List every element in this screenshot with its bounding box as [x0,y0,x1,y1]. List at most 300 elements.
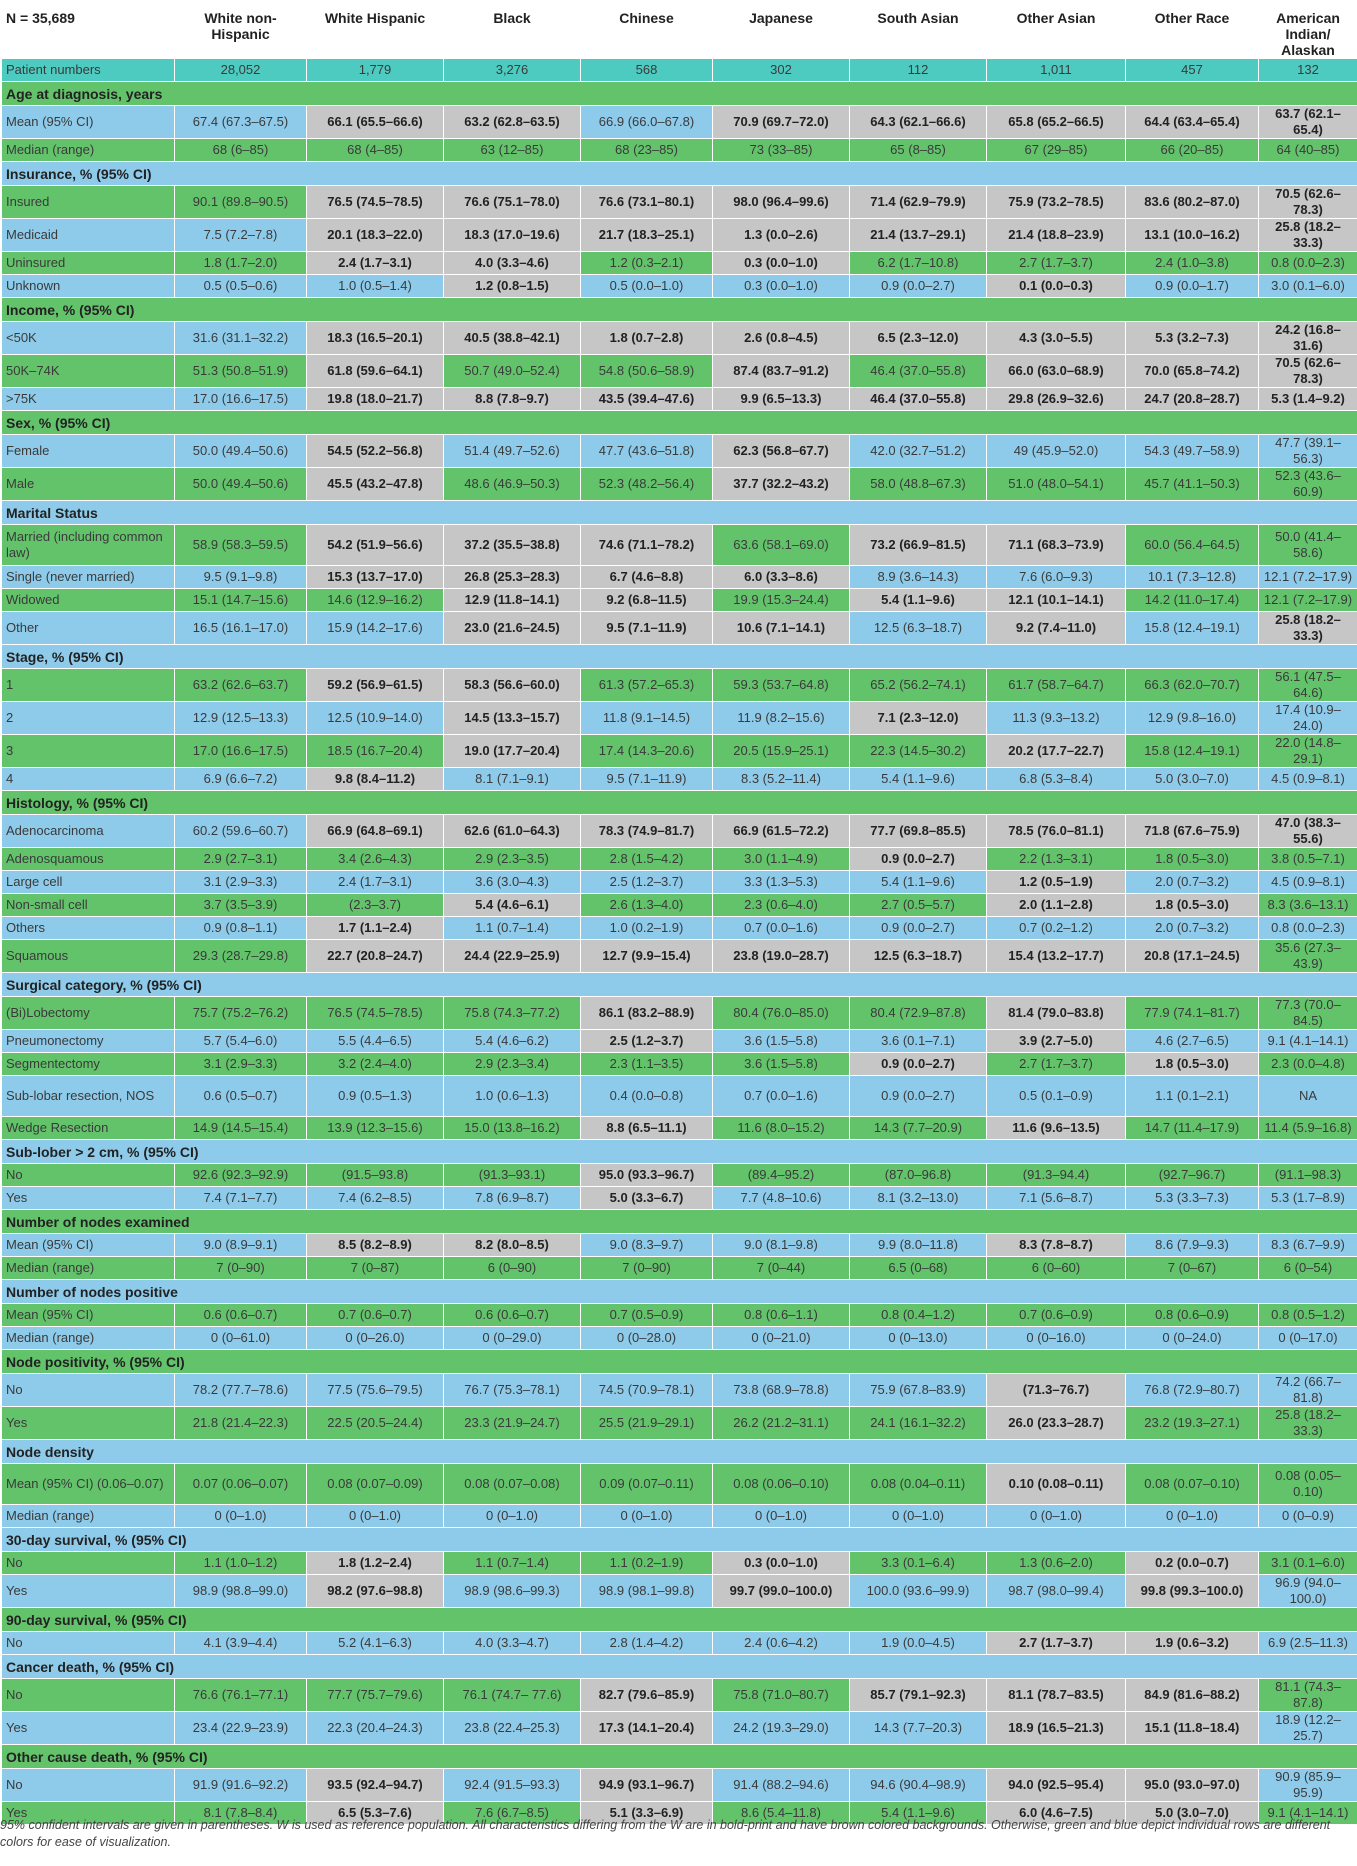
table-cell: 81.1 (78.7–83.5) [987,1679,1126,1712]
table-cell: 90.1 (89.8–90.5) [175,186,307,219]
table-cell: 1.1 (0.7–1.4) [444,1552,581,1575]
table-cell: 5.0 (3.3–6.7) [581,1187,713,1210]
table-cell: 8.6 (5.4–11.8) [713,1802,850,1825]
row-label: No [2,1769,175,1802]
table-row [2,186,1357,219]
table-cell: 2.8 (1.5–4.2) [581,848,713,871]
table-cell: 98.9 (98.8–99.0) [175,1575,307,1608]
table-cell: 66.9 (64.8–69.1) [307,815,444,848]
table-cell: 0.9 (0.0–1.7) [1126,275,1259,298]
section-header-row [2,1280,1357,1304]
table-cell: 0.8 (0.6–1.1) [713,1304,850,1327]
table-cell: 16.5 (16.1–17.0) [175,612,307,645]
table-cell: 7 (0–44) [713,1257,850,1280]
table-cell: 5.4 (4.6–6.1) [444,894,581,917]
table-cell: 0 (0–1.0) [987,1505,1126,1528]
row-label: Mean (95% CI) [2,1234,175,1257]
table-cell: 2.8 (1.4–4.2) [581,1632,713,1655]
table-cell: 6.8 (5.3–8.4) [987,768,1126,791]
table-row [2,1076,1357,1117]
table-cell: 82.7 (79.6–85.9) [581,1679,713,1712]
table-cell: 76.8 (72.9–80.7) [1126,1374,1259,1407]
table-cell: 3.7 (3.5–3.9) [175,894,307,917]
table-cell: 0.9 (0.8–1.1) [175,917,307,940]
table-cell: 66.3 (62.0–70.7) [1126,669,1259,702]
table-cell: 8.8 (7.8–9.7) [444,388,581,411]
table-cell: 6.5 (2.3–12.0) [850,322,987,355]
table-cell: 1.1 (0.1–2.1) [1126,1076,1259,1117]
table-cell: 2.9 (2.7–3.1) [175,848,307,871]
table-cell: 40.5 (38.8–42.1) [444,322,581,355]
table-cell: 66.9 (66.0–67.8) [581,106,713,139]
table-cell: 52.3 (43.6–60.9) [1259,468,1357,501]
table-cell: 14.3 (7.7–20.3) [850,1712,987,1745]
table-cell: 73 (33–85) [713,139,850,162]
table-cell: 95.0 (93.0–97.0) [1126,1769,1259,1802]
section-header-row [2,1350,1357,1374]
table-row [2,1030,1357,1053]
table-cell: 8.3 (5.2–11.4) [713,768,850,791]
table-cell: 4.5 (0.9–8.1) [1259,768,1357,791]
table-cell: 24.7 (20.8–28.7) [1126,388,1259,411]
table-cell: 91.9 (91.6–92.2) [175,1769,307,1802]
table-cell: 0.7 (0.2–1.2) [987,917,1126,940]
table-cell: 0.6 (0.6–0.7) [175,1304,307,1327]
table-cell: 3.3 (0.1–6.4) [850,1552,987,1575]
table-cell: 0.5 (0.5–0.6) [175,275,307,298]
table-cell: 9.9 (6.5–13.3) [713,388,850,411]
table-cell: 0.07 (0.06–0.07) [175,1464,307,1505]
table-cell: 11.4 (5.9–16.8) [1259,1117,1357,1140]
table-cell: 6.9 (6.6–7.2) [175,768,307,791]
table-cell: 3.3 (1.3–5.3) [713,871,850,894]
row-label: No [2,1679,175,1712]
table-cell: 29.8 (26.9–32.6) [987,388,1126,411]
table-row [2,1769,1357,1802]
table-cell: 21.8 (21.4–22.3) [175,1407,307,1440]
row-label: Mean (95% CI) [2,1304,175,1327]
table-cell: 87.4 (83.7–91.2) [713,355,850,388]
table-cell: 63.2 (62.6–63.7) [175,669,307,702]
table-row [2,1575,1357,1608]
table-row [2,275,1357,298]
section-title: Income, % (95% CI) [2,298,1357,322]
section-header-row [2,791,1357,815]
table-cell: 12.5 (10.9–14.0) [307,702,444,735]
table-cell: 78.5 (76.0–81.1) [987,815,1126,848]
table-cell: 0 (0–1.0) [1126,1505,1259,1528]
table-row [2,1164,1357,1187]
section-title: Stage, % (95% CI) [2,645,1357,669]
table-cell: 6.5 (0–68) [850,1257,987,1280]
table-cell: 59.2 (56.9–61.5) [307,669,444,702]
table-cell: 23.0 (21.6–24.5) [444,612,581,645]
row-label: Single (never married) [2,566,175,589]
table-cell: 12.9 (9.8–16.0) [1126,702,1259,735]
table-cell: 74.6 (71.1–78.2) [581,525,713,566]
table-cell: 0.6 (0.5–0.7) [175,1076,307,1117]
table-cell: 7.8 (6.9–8.7) [444,1187,581,1210]
table-cell: (89.4–95.2) [713,1164,850,1187]
table-cell: 1.1 (0.2–1.9) [581,1552,713,1575]
row-label: Adenocarcinoma [2,815,175,848]
table-cell: 94.9 (93.1–96.7) [581,1769,713,1802]
table-cell: (91.3–94.4) [987,1164,1126,1187]
table-cell: 54.5 (52.2–56.8) [307,435,444,468]
column-header: White Hispanic [307,1,444,59]
table-cell: 59.3 (53.7–64.8) [713,669,850,702]
table-cell: 12.1 (7.2–17.9) [1259,566,1357,589]
table-cell: 17.4 (10.9–24.0) [1259,702,1357,735]
table-row [2,1552,1357,1575]
table-cell: 7 (0–87) [307,1257,444,1280]
table-cell: 10.1 (7.3–12.8) [1126,566,1259,589]
row-label: >75K [2,388,175,411]
table-cell: 24.2 (19.3–29.0) [713,1712,850,1745]
table-cell: 0 (0–1.0) [175,1505,307,1528]
table-cell: 7.5 (7.2–7.8) [175,219,307,252]
table-cell: 9.2 (6.8–11.5) [581,589,713,612]
table-cell: 46.4 (37.0–55.8) [850,355,987,388]
table-cell: 12.9 (12.5–13.3) [175,702,307,735]
table-cell: 0 (0–16.0) [987,1327,1126,1350]
row-label: Median (range) [2,1257,175,1280]
table-cell: 0 (0–26.0) [307,1327,444,1350]
table-cell: 8.1 (3.2–13.0) [850,1187,987,1210]
table-cell: 6.7 (4.6–8.8) [581,566,713,589]
table-cell: 65.2 (56.2–74.1) [850,669,987,702]
table-cell: 17.3 (14.1–20.4) [581,1712,713,1745]
table-cell: 1.1 (1.0–1.2) [175,1552,307,1575]
table-cell: 51.3 (50.8–51.9) [175,355,307,388]
table-cell: 43.5 (39.4–47.6) [581,388,713,411]
table-cell: 3.8 (0.5–7.1) [1259,848,1357,871]
table-cell: 23.8 (19.0–28.7) [713,940,850,973]
table-cell: 99.8 (99.3–100.0) [1126,1575,1259,1608]
table-cell: 9.5 (9.1–9.8) [175,566,307,589]
table-row [2,1712,1357,1745]
table-cell: 4.5 (0.9–8.1) [1259,871,1357,894]
table-cell: 62.3 (56.8–67.7) [713,435,850,468]
table-cell: 29.3 (28.7–29.8) [175,940,307,973]
table-cell: 2.7 (1.7–3.7) [987,1053,1126,1076]
table-cell: 0.08 (0.06–0.10) [713,1464,850,1505]
table-cell: 13.9 (12.3–15.6) [307,1117,444,1140]
table-cell: 76.6 (76.1–77.1) [175,1679,307,1712]
table-cell: 0 (0–1.0) [850,1505,987,1528]
table-cell: 75.7 (75.2–76.2) [175,997,307,1030]
table-cell: 54.2 (51.9–56.6) [307,525,444,566]
table-cell: 66.0 (63.0–68.9) [987,355,1126,388]
table-cell: 4.6 (2.7–6.5) [1126,1030,1259,1053]
table-cell: 18.5 (16.7–20.4) [307,735,444,768]
table-cell: 1.8 (0.5–3.0) [1126,1053,1259,1076]
table-cell: 7.1 (2.3–12.0) [850,702,987,735]
table-row [2,1505,1357,1528]
table-cell: 3.6 (1.5–5.8) [713,1053,850,1076]
table-cell: 3.1 (2.9–3.3) [175,1053,307,1076]
row-label: Mean (95% CI) (0.06–0.07) [2,1464,175,1505]
table-row [2,525,1357,566]
table-cell: 50.0 (49.4–50.6) [175,468,307,501]
table-cell: 0 (0–1.0) [713,1505,850,1528]
table-cell: 22.0 (14.8–29.1) [1259,735,1357,768]
table-cell: 92.6 (92.3–92.9) [175,1164,307,1187]
table-cell: 70.9 (69.7–72.0) [713,106,850,139]
table-cell: 0.8 (0.6–0.9) [1126,1304,1259,1327]
table-cell: 8.3 (3.6–13.1) [1259,894,1357,917]
table-cell: 0 (0–28.0) [581,1327,713,1350]
table-cell: 95.0 (93.3–96.7) [581,1164,713,1187]
table-cell: 71.8 (67.6–75.9) [1126,815,1259,848]
table-cell: 24.4 (22.9–25.9) [444,940,581,973]
table-cell: 2.0 (1.1–2.8) [987,894,1126,917]
table-cell: 1.2 (0.8–1.5) [444,275,581,298]
table-cell: 7.1 (5.6–8.7) [987,1187,1126,1210]
table-cell: 2.4 (1.7–3.1) [307,252,444,275]
table-cell: 14.9 (14.5–15.4) [175,1117,307,1140]
table-cell: 5.4 (1.1–9.6) [850,768,987,791]
table-cell: 2.0 (0.7–3.2) [1126,871,1259,894]
table-cell: 1,779 [307,59,444,82]
table-cell: 37.2 (35.5–38.8) [444,525,581,566]
table-cell: 76.6 (73.1–80.1) [581,186,713,219]
table-cell: 50.0 (41.4–58.6) [1259,525,1357,566]
table-cell: 6 (0–60) [987,1257,1126,1280]
table-row [2,669,1357,702]
table-cell: 7 (0–67) [1126,1257,1259,1280]
table-row [2,219,1357,252]
table-cell: 3.4 (2.6–4.3) [307,848,444,871]
table-row [2,566,1357,589]
section-title: Number of nodes examined [2,1210,1357,1234]
table-row [2,1257,1357,1280]
table-row [2,1234,1357,1257]
table-cell: 76.5 (74.5–78.5) [307,186,444,219]
table-cell: 15.0 (13.8–16.2) [444,1117,581,1140]
table-cell: 14.3 (7.7–20.9) [850,1117,987,1140]
table-cell: 76.1 (74.7– 77.6) [444,1679,581,1712]
table-cell: 19.0 (17.7–20.4) [444,735,581,768]
table-cell: 78.2 (77.7–78.6) [175,1374,307,1407]
table-row [2,997,1357,1030]
table-cell: 47.0 (38.3–55.6) [1259,815,1357,848]
table-row [2,1117,1357,1140]
table-cell: 1.0 (0.6–1.3) [444,1076,581,1117]
table-cell: 3.1 (2.9–3.3) [175,871,307,894]
table-row [2,106,1357,139]
table-cell: 2.6 (0.8–4.5) [713,322,850,355]
table-cell: 8.6 (7.9–9.3) [1126,1234,1259,1257]
section-title: Sex, % (95% CI) [2,411,1357,435]
table-cell: 74.5 (70.9–78.1) [581,1374,713,1407]
table-cell: 5.7 (5.4–6.0) [175,1030,307,1053]
table-cell: 0 (0–61.0) [175,1327,307,1350]
table-cell: 0 (0–24.0) [1126,1327,1259,1350]
table-cell: 9.1 (4.1–14.1) [1259,1030,1357,1053]
table-cell: 5.1 (3.3–6.9) [581,1802,713,1825]
row-label: 2 [2,702,175,735]
table-row [2,894,1357,917]
table-row [2,252,1357,275]
table-cell: 8.2 (8.0–8.5) [444,1234,581,1257]
row-label: Widowed [2,589,175,612]
table-cell: 77.7 (75.7–79.6) [307,1679,444,1712]
table-cell: 93.5 (92.4–94.7) [307,1769,444,1802]
table-cell: 0.9 (0.0–2.7) [850,1076,987,1117]
section-title: 90-day survival, % (95% CI) [2,1608,1357,1632]
table-cell: 0.3 (0.0–1.0) [713,275,850,298]
row-label: Yes [2,1407,175,1440]
table-cell: 26.0 (23.3–28.7) [987,1407,1126,1440]
table-cell: 68 (23–85) [581,139,713,162]
table-cell: 64.4 (63.4–65.4) [1126,106,1259,139]
row-label: No [2,1552,175,1575]
table-cell: (91.1–98.3) [1259,1164,1357,1187]
table-cell: 3.6 (3.0–4.3) [444,871,581,894]
table-cell: 98.0 (96.4–99.6) [713,186,850,219]
section-title: Node density [2,1440,1357,1464]
section-title: 30-day survival, % (95% CI) [2,1528,1357,1552]
row-label: Yes [2,1712,175,1745]
table-cell: 75.9 (73.2–78.5) [987,186,1126,219]
n-label: N = 35,689 [2,1,175,59]
row-label: Sub-lobar resection, NOS [2,1076,175,1117]
table-cell: 77.7 (69.8–85.5) [850,815,987,848]
table-cell: 9.2 (7.4–11.0) [987,612,1126,645]
table-cell: 6.0 (4.6–7.5) [987,1802,1126,1825]
table-cell: 0.08 (0.07–0.08) [444,1464,581,1505]
table-cell: 21.7 (18.3–25.1) [581,219,713,252]
table-cell: 0 (0–17.0) [1259,1327,1357,1350]
table-cell: 7.7 (4.8–10.6) [713,1187,850,1210]
table-cell: 15.4 (13.2–17.7) [987,940,1126,973]
row-label: Median (range) [2,139,175,162]
table-cell: 80.4 (72.9–87.8) [850,997,987,1030]
row-label: Yes [2,1187,175,1210]
table-cell: 5.3 (1.4–9.2) [1259,388,1357,411]
row-label: Pneumonectomy [2,1030,175,1053]
table-cell: 23.8 (22.4–25.3) [444,1712,581,1745]
table-cell: 12.7 (9.9–15.4) [581,940,713,973]
section-title: Marital Status [2,501,1357,525]
table-cell: 61.3 (57.2–65.3) [581,669,713,702]
table-row [2,1679,1357,1712]
table-cell: 17.0 (16.6–17.5) [175,735,307,768]
table-cell: 2.4 (1.7–3.1) [307,871,444,894]
table-cell: 1.2 (0.3–2.1) [581,252,713,275]
table-footnote: 95% confident intervals are given in parentheses. W is used as reference population. All characteristics differing from the W are in bold-print and have brown colored backgrounds. Otherwise, green and blue depict individual rows are different colors for ease of visualization. [0,1818,1331,1849]
table-cell: 9.0 (8.3–9.7) [581,1234,713,1257]
table-cell: 7.6 (6.7–8.5) [444,1802,581,1825]
table-cell: 75.9 (67.8–83.9) [850,1374,987,1407]
row-label: 3 [2,735,175,768]
table-cell: 35.6 (27.3–43.9) [1259,940,1357,973]
table-row [2,768,1357,791]
table-row [2,917,1357,940]
table-cell: 0.7 (0.0–1.6) [713,917,850,940]
row-label: Squamous [2,940,175,973]
table-cell: 0.10 (0.08–0.11) [987,1464,1126,1505]
table-cell: 0.7 (0.5–0.9) [581,1304,713,1327]
section-header-row [2,1210,1357,1234]
table-cell: 64.3 (62.1–66.6) [850,106,987,139]
table-cell: 11.3 (9.3–13.2) [987,702,1126,735]
section-title: Insurance, % (95% CI) [2,162,1357,186]
section-header-row [2,1745,1357,1769]
table-cell: 2.9 (2.3–3.4) [444,1053,581,1076]
row-label: 1 [2,669,175,702]
demographics-table [1,0,1357,1825]
table-cell: 0 (0–1.0) [307,1505,444,1528]
row-label: (Bi)Lobectomy [2,997,175,1030]
table-cell: 3.1 (0.1–6.0) [1259,1552,1357,1575]
table-cell: 7 (0–90) [175,1257,307,1280]
table-cell: 54.8 (50.6–58.9) [581,355,713,388]
table-cell: 0.5 (0.0–1.0) [581,275,713,298]
table-cell: (71.3–76.7) [987,1374,1126,1407]
table-cell: 8.1 (7.1–9.1) [444,768,581,791]
table-cell: 302 [713,59,850,82]
table-cell: 94.0 (92.5–95.4) [987,1769,1126,1802]
table-row [2,1632,1357,1655]
table-cell: 1.9 (0.6–3.2) [1126,1632,1259,1655]
table-cell: 71.4 (62.9–79.9) [850,186,987,219]
table-cell: 85.7 (79.1–92.3) [850,1679,987,1712]
table-cell: 14.7 (11.4–17.9) [1126,1117,1259,1140]
table-cell: 8.3 (7.8–8.7) [987,1234,1126,1257]
table-row [2,1327,1357,1350]
table-cell: 15.9 (14.2–17.6) [307,612,444,645]
row-label: Uninsured [2,252,175,275]
table-cell: 5.3 (3.3–7.3) [1126,1187,1259,1210]
table-cell: 20.2 (17.7–22.7) [987,735,1126,768]
table-cell: 8.8 (6.5–11.1) [581,1117,713,1140]
table-row [2,848,1357,871]
table-cell: 0 (0–21.0) [713,1327,850,1350]
table-cell: 2.4 (0.6–4.2) [713,1632,850,1655]
table-row [2,1374,1357,1407]
table-cell: 10.6 (7.1–14.1) [713,612,850,645]
table-cell: 0.5 (0.1–0.9) [987,1076,1126,1117]
table-cell: 25.8 (18.2–33.3) [1259,219,1357,252]
table-cell: 1,011 [987,59,1126,82]
table-cell: 63 (12–85) [444,139,581,162]
table-cell: 0.6 (0.6–0.7) [444,1304,581,1327]
table-cell: 68 (4–85) [307,139,444,162]
table-cell: 22.7 (20.8–24.7) [307,940,444,973]
table-cell: 11.8 (9.1–14.5) [581,702,713,735]
table-cell: 81.1 (74.3–87.8) [1259,1679,1357,1712]
table-cell: 14.5 (13.3–15.7) [444,702,581,735]
table-cell: 5.4 (4.6–6.2) [444,1030,581,1053]
table-cell: 12.1 (7.2–17.9) [1259,589,1357,612]
table-cell: 60.0 (56.4–64.5) [1126,525,1259,566]
table-cell: 56.1 (47.5–64.6) [1259,669,1357,702]
table-cell: 5.4 (1.1–9.6) [850,1802,987,1825]
table-cell: 9.8 (8.4–11.2) [307,768,444,791]
table-cell: 0.8 (0.5–1.2) [1259,1304,1357,1327]
table-cell: 70.5 (62.6–78.3) [1259,186,1357,219]
table-cell: 0.8 (0.0–2.3) [1259,917,1357,940]
table-cell: 0.7 (0.6–0.7) [307,1304,444,1327]
table-cell: 42.0 (32.7–51.2) [850,435,987,468]
table-cell: 83.6 (80.2–87.0) [1126,186,1259,219]
row-label: Wedge Resection [2,1117,175,1140]
table-cell: 15.1 (11.8–18.4) [1126,1712,1259,1745]
row-label: No [2,1164,175,1187]
table-cell: 75.8 (74.3–77.2) [444,997,581,1030]
